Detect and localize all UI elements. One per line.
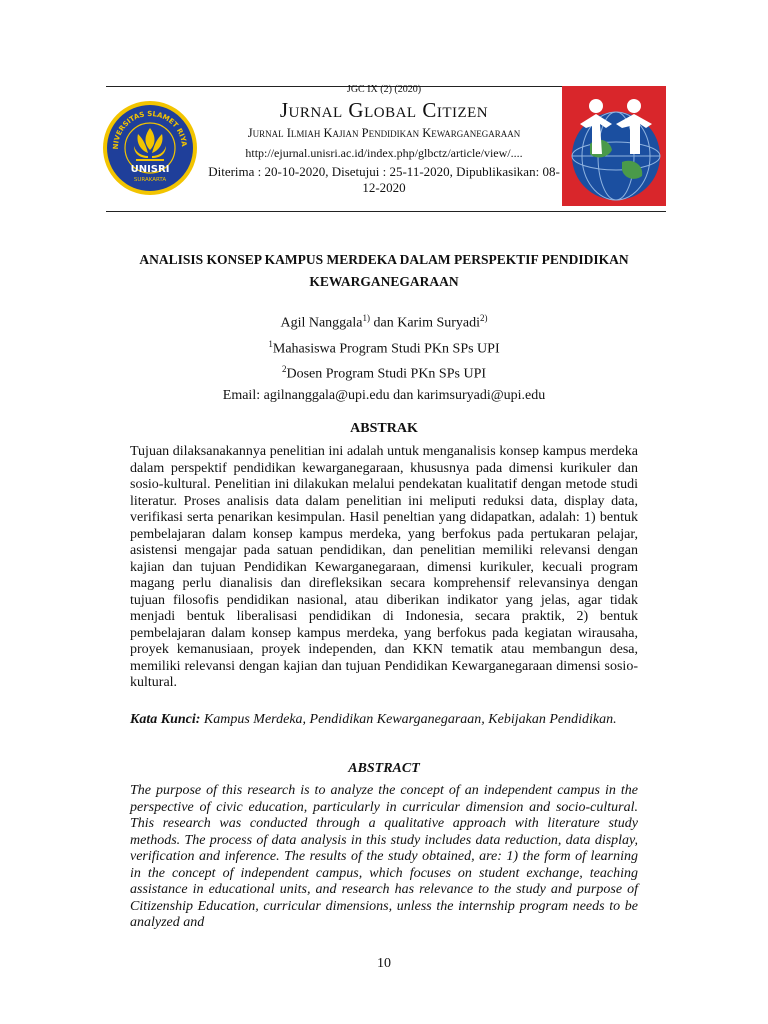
author-line xyxy=(130,308,638,334)
affiliation-1-marker: 1 xyxy=(268,338,273,349)
affiliation-1-text: Mahasiswa Program Studi PKn SPs UPI xyxy=(272,341,500,357)
global-citizen-logo xyxy=(560,84,668,208)
journal-header xyxy=(200,84,568,197)
author-1-marker: 1) xyxy=(362,313,370,323)
abstract-body: The purpose of this research is to analyze the concept of an independent campus in the perspective of civic education, particularly in curricular dimension and socio-cultural. This research was conducted through a qualitative approach with literature study methods. The process of data analysis in this study includes data reduction, data display, verification and inference. The results of the study obtained, are: 1) the form of learning in the concept of independent campus, which focuses on student exchange, teaching assistance in educational units, and research has relevance to the study and purpose of Citizenship Education, curricular dimensions, unless the internship program needs to be analyzed and xyxy=(130,783,638,930)
publication-dates: Diterima : 20-10-2020, Disetujui : 25-11-2020, Dipublikasikan: 08-12-2020 xyxy=(208,163,560,196)
seal-city: SURAKARTA xyxy=(133,177,167,183)
affiliation-2 xyxy=(130,359,638,385)
author-2-marker: 2) xyxy=(480,313,488,323)
affiliation-1 xyxy=(130,334,638,360)
journal-code: JGC IX (2) (2020) xyxy=(346,84,422,95)
journal-subtitle: Jurnal Ilmiah Kajian Pendidikan Kewarganegaraan xyxy=(247,126,521,141)
globe-people-icon xyxy=(560,84,668,208)
keywords-label: Kata Kunci: xyxy=(130,712,201,727)
journal-title: Jurnal Global Citizen xyxy=(279,98,489,122)
unisri-logo xyxy=(100,98,200,198)
author-1: Agil Nanggala xyxy=(280,315,363,331)
paper-title-line-2: KEWARGANEGARAAN xyxy=(309,274,459,289)
paper-title-line-1: ANALISIS KONSEP KAMPUS MERDEKA DALAM PERSPEKTIF PENDIDIKAN xyxy=(139,252,629,267)
affiliation-2-text: Dosen Program Studi PKn SPs UPI xyxy=(286,366,487,382)
seal-name: UNISRI xyxy=(130,164,170,175)
header-bottom-rule xyxy=(106,211,666,212)
author-block xyxy=(130,308,638,406)
affiliation-2-marker: 2 xyxy=(281,364,287,375)
email-line: Email: agilnanggala@upi.edu dan karimsuryadi@upi.edu xyxy=(222,387,546,403)
abstrak-heading: ABSTRAK xyxy=(350,421,418,436)
abstrak-body: Tujuan dilaksanakannya penelitian ini adalah untuk menganalisis konsep kampus merdeka dalam perspektif pendidikan kewarganegaraan, khususnya pada dimensi kurikuler dan sosio-kultural. Penelitian ini dilakukan melalui pendekatan kualitatif dengan metode studi literatur. Proses analisis data dalam penelitian ini meliputi reduksi data, display data, verifikasi serta penarikan kesimpulan. Hasil peneltian yang didapatkan, adalah: 1) bentuk pembelajaran dalam konsep kampus merdeka, yang berfokus pada pertukaran pelajar, asistensi mengajar pada satuan pendidikan, dan penelitian memiliki relevansi dengan kajian dan tujuan Pendidikan Kewarganegaraan, dimensi kurikuler, kecuali program magang perlu dianalisis dan direfleksikan secara komprehensif relevansinya dengan tujuan filosofis pendidikan nasional, atau diberikan indikator yang jelas, agar tidak menjadi bentuk liberalisasi pendidikan di Indonesia, secara praktik, 2) bentuk pembelajaran dalam konsep kampus merdeka, yang berfokus pada kegiatan wirausaha, proyek kemanusiaan, proyek independen, dan KKN tematik atau membangun desa, memiliki relevansi dengan kajian dan tujuan Pendidikan Kewarganegaraan dimensi sosio-kultural. xyxy=(130,444,638,690)
paper-title xyxy=(100,249,668,293)
keywords-line xyxy=(130,712,638,729)
page-number: 10 xyxy=(377,956,391,971)
abstract-heading: ABSTRACT xyxy=(348,761,420,776)
journal-url[interactable]: http://ejurnal.unisri.ac.id/index.php/glbctz/article/view/.... xyxy=(245,146,523,161)
keywords-text: Kampus Merdeka, Pendidikan Kewarganegaraan, Kebijakan Pendidikan. xyxy=(200,712,617,727)
university-seal-icon xyxy=(100,98,200,198)
author-2: dan Karim Suryadi xyxy=(370,315,481,331)
seal-top-text: NIVERSITAS SLAMET RIYA xyxy=(111,109,189,150)
